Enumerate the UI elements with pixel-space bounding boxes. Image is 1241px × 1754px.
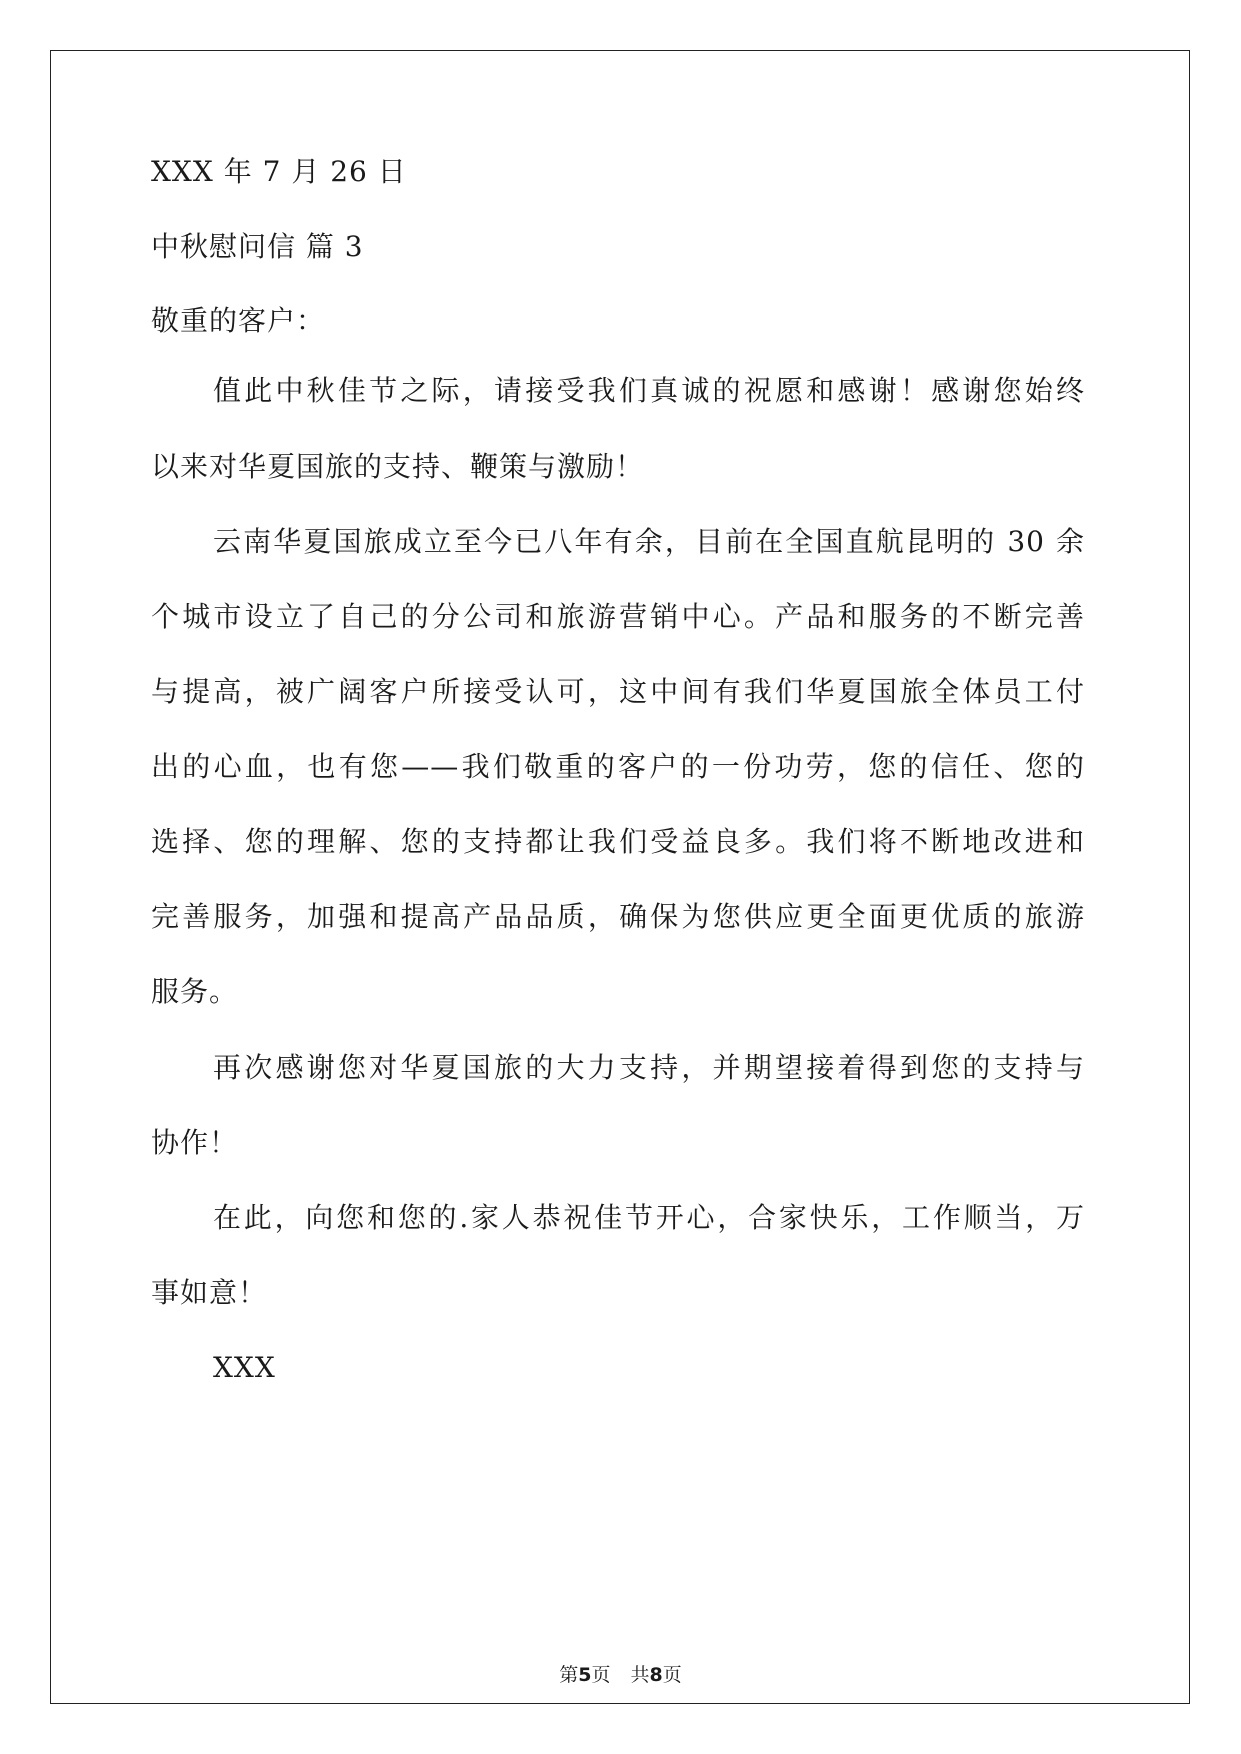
body-line: 再次感谢您对华夏国旅的大力支持，并期望接着得到您的支持与 [213,1051,1085,1084]
footer-page-suffix: 页 [591,1664,611,1686]
page-footer [0,1662,1241,1688]
footer-prefix: 第 [559,1664,579,1686]
body-line: 事如意！ [151,1276,268,1309]
body-line: 选择、您的理解、您的支持都让我们受益良多。我们将不断地改进和 [151,825,1085,858]
body-line: 值此中秋佳节之际，请接受我们真诚的祝愿和感谢！感谢您始终 [213,374,1085,407]
signature: XXX [213,1351,276,1384]
salutation: 敬重的客户： [151,304,326,337]
date-line: XXX 年 7 月 26 日 [151,155,407,188]
body-line: 个城市设立了自己的分公司和旅游营销中心。产品和服务的不断完善 [151,600,1085,633]
body-line: 云南华夏国旅成立至今已八年有余，目前在全国直航昆明的 30 余 [213,525,1085,558]
body-line: 协作！ [151,1126,239,1159]
letter-heading: 中秋慰问信 篇 3 [151,230,364,263]
body-line: 以来对华夏国旅的支持、鞭策与激励！ [151,450,645,483]
body-line: 在此，向您和您的.家人恭祝佳节开心，合家快乐，工作顺当，万 [213,1201,1085,1234]
footer-total-suffix: 页 [662,1664,682,1686]
current-page-number: 5 [578,1664,592,1686]
page-border [50,50,1190,1704]
footer-total-prefix: 共 [630,1664,650,1686]
body-line: 服务。 [151,975,239,1008]
body-line: 与提高，被广阔客户所接受认可，这中间有我们华夏国旅全体员工付 [151,675,1085,708]
body-line: 完善服务，加强和提高产品品质，确保为您供应更全面更优质的旅游 [151,900,1085,933]
total-page-number: 8 [649,1664,663,1686]
body-line: 出的心血，也有您——我们敬重的客户的一份功劳，您的信任、您的 [151,750,1085,783]
